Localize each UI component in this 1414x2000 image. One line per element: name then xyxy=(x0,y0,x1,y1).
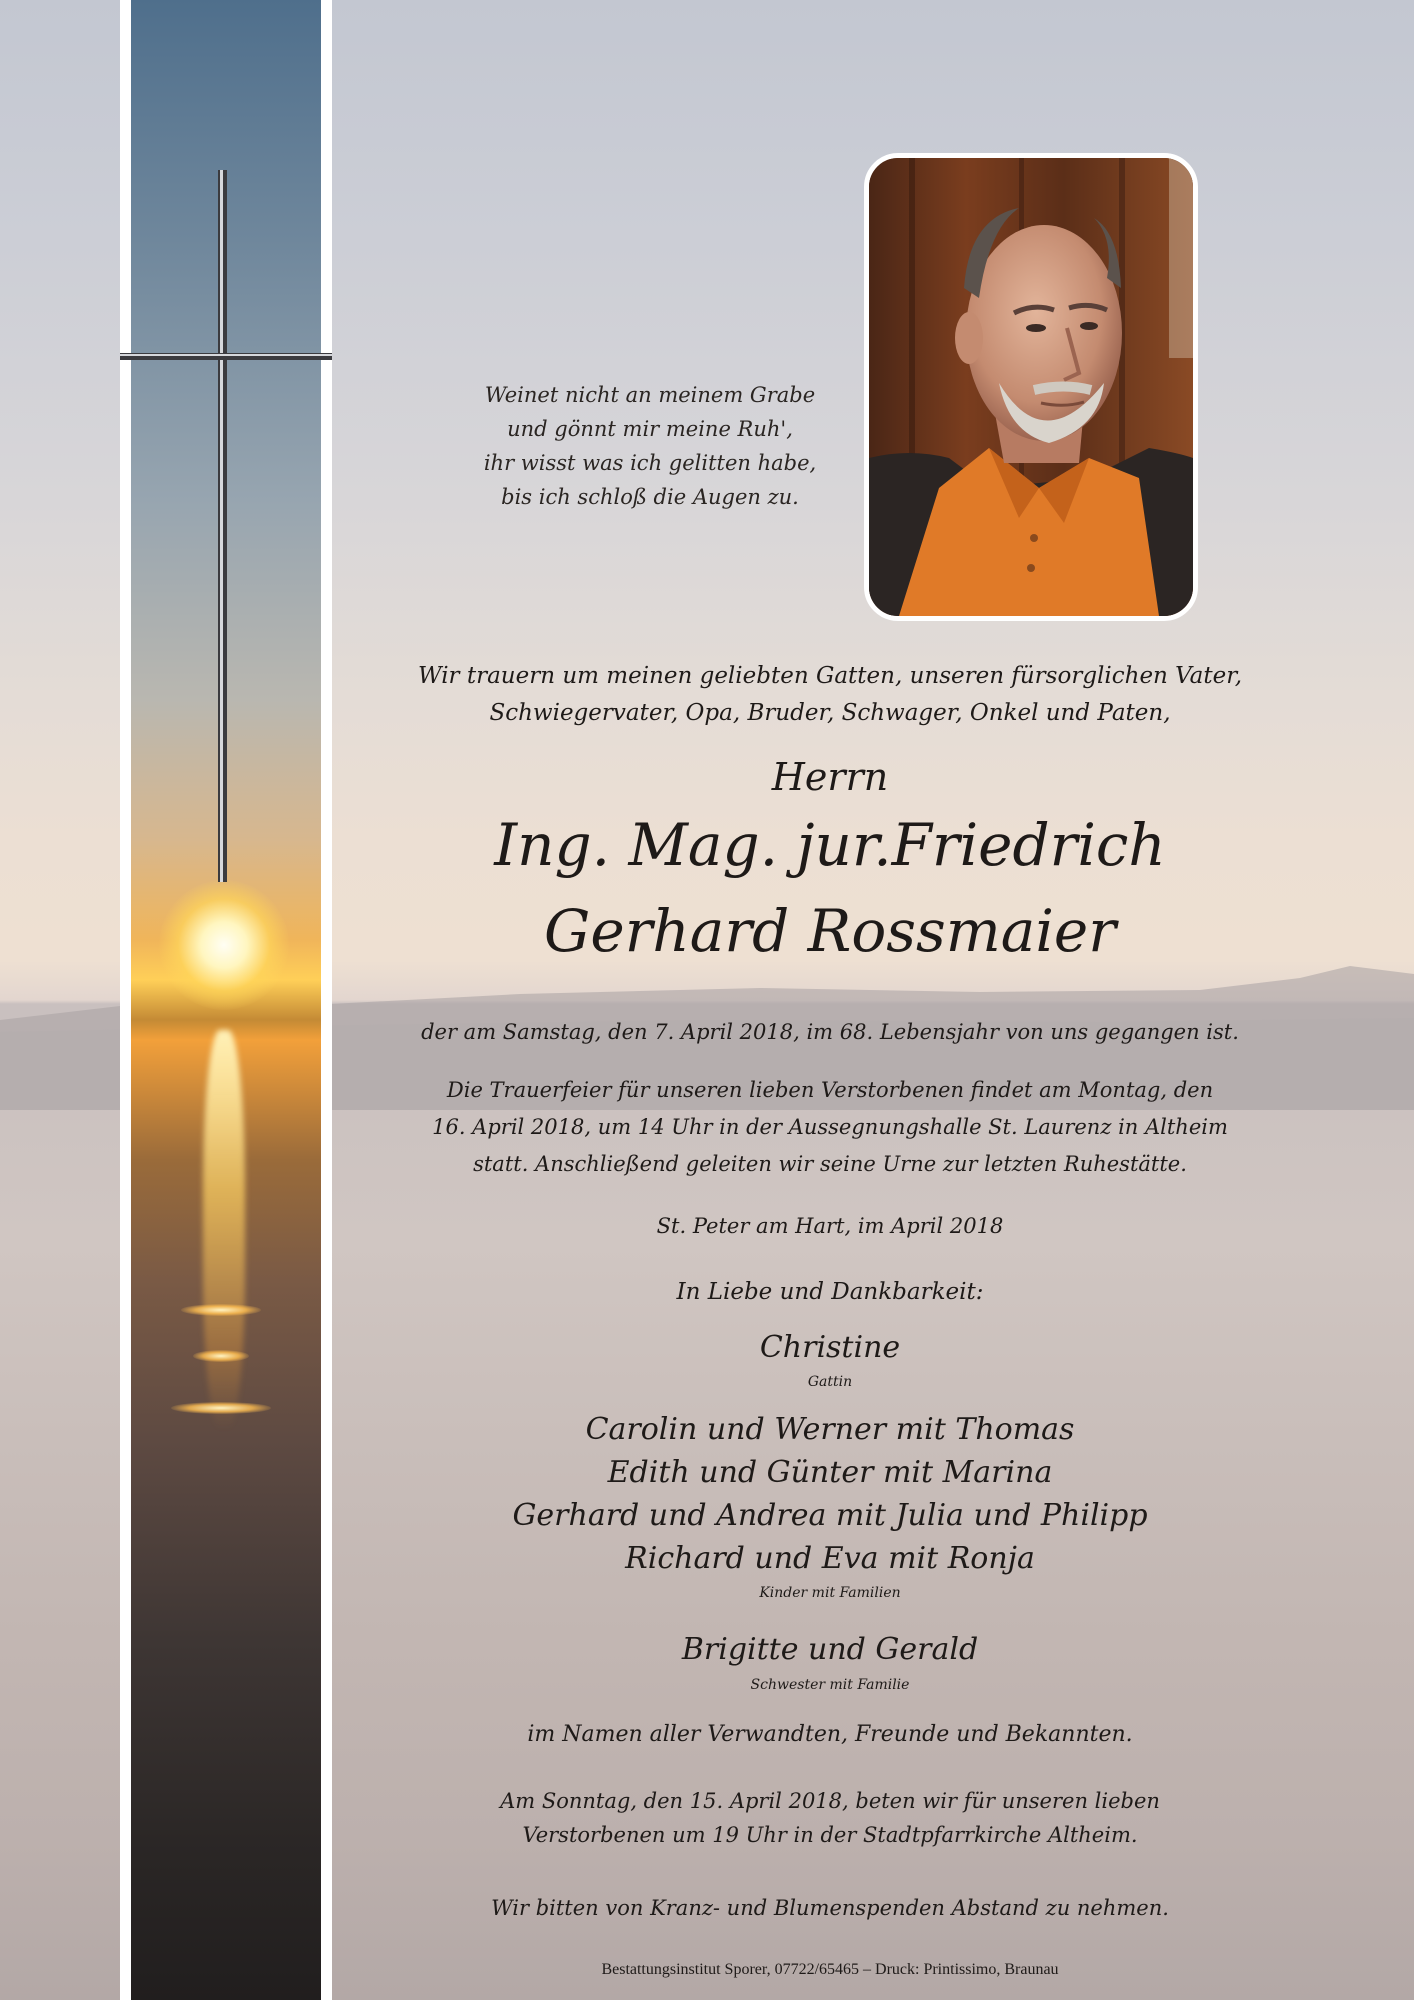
salutation: Herrn xyxy=(771,755,889,799)
ceremony-line: Die Trauerfeier für unseren lieben Verstorbenen findet am Montag, den xyxy=(446,1078,1214,1102)
water-glint xyxy=(171,1402,271,1414)
spouse-role: Gattin xyxy=(807,1374,853,1390)
verse-line: ihr wisst was ich gelitten habe, xyxy=(483,451,817,475)
intro-line: Schwiegervater, Opa, Bruder, Schwager, Onkel und Paten, xyxy=(489,700,1171,726)
memorial-verse xyxy=(430,378,870,514)
death-notice: der am Samstag, den 7. April 2018, im 68. Lebensjahr von uns gegangen ist. xyxy=(421,1020,1239,1044)
flower-donation-note: Wir bitten von Kranz- und Blumenspenden Abstand zu nehmen. xyxy=(491,1896,1169,1920)
deceased-name-line2: Gerhard Rossmaier xyxy=(544,897,1116,965)
list-item: Edith und Günter mit Marina xyxy=(607,1455,1053,1490)
children-role: Kinder mit Familien xyxy=(759,1585,901,1601)
memorial-mass-info xyxy=(360,1784,1300,1852)
mourning-intro xyxy=(360,658,1300,732)
mass-line: Verstorbenen um 19 Uhr in der Stadtpfarrkirche Altheim. xyxy=(522,1823,1138,1847)
water-glint xyxy=(181,1304,261,1316)
list-item: Richard und Eva mit Ronja xyxy=(625,1541,1035,1576)
spouse-name: Christine xyxy=(759,1330,901,1365)
gratitude-line: In Liebe und Dankbarkeit: xyxy=(676,1279,984,1305)
list-item: Carolin und Werner mit Thomas xyxy=(585,1412,1075,1447)
sun xyxy=(159,880,289,1010)
sister-role: Schwester mit Familie xyxy=(750,1677,910,1693)
ceremony-line: statt. Anschließend geleiten wir seine Urne zur letzten Ruhestätte. xyxy=(473,1152,1187,1176)
verse-line: Weinet nicht an meinem Grabe xyxy=(484,383,816,407)
relatives-line: im Namen aller Verwandten, Freunde und Bekannten. xyxy=(527,1722,1133,1747)
intro-line: Wir trauern um meinen geliebten Gatten, unseren fürsorglichen Vater, xyxy=(417,663,1243,689)
children-list xyxy=(360,1408,1300,1580)
place-and-date: St. Peter am Hart, im April 2018 xyxy=(656,1214,1004,1238)
verse-line: bis ich schloß die Augen zu. xyxy=(501,485,799,509)
deceased-name-line1: Ing. Mag. jur.Friedrich xyxy=(494,811,1166,879)
portrait-photo xyxy=(864,153,1198,621)
sister-name: Brigitte und Gerald xyxy=(681,1632,979,1667)
footer-credits: Bestattungsinstitut Sporer, 07722/65465 – Druck: Printissimo, Braunau xyxy=(601,1961,1059,1978)
list-item: Gerhard und Andrea mit Julia und Philipp xyxy=(512,1498,1148,1533)
water-glint xyxy=(193,1350,249,1362)
sun-reflection xyxy=(203,1030,245,1430)
funeral-ceremony-info xyxy=(360,1072,1300,1183)
ceremony-line: 16. April 2018, um 14 Uhr in der Aussegnungshalle St. Laurenz in Altheim xyxy=(432,1115,1228,1139)
verse-line: und gönnt mir meine Ruh', xyxy=(507,417,793,441)
mass-line: Am Sonntag, den 15. April 2018, beten wir für unseren lieben xyxy=(500,1789,1160,1813)
cross-icon xyxy=(120,170,332,890)
